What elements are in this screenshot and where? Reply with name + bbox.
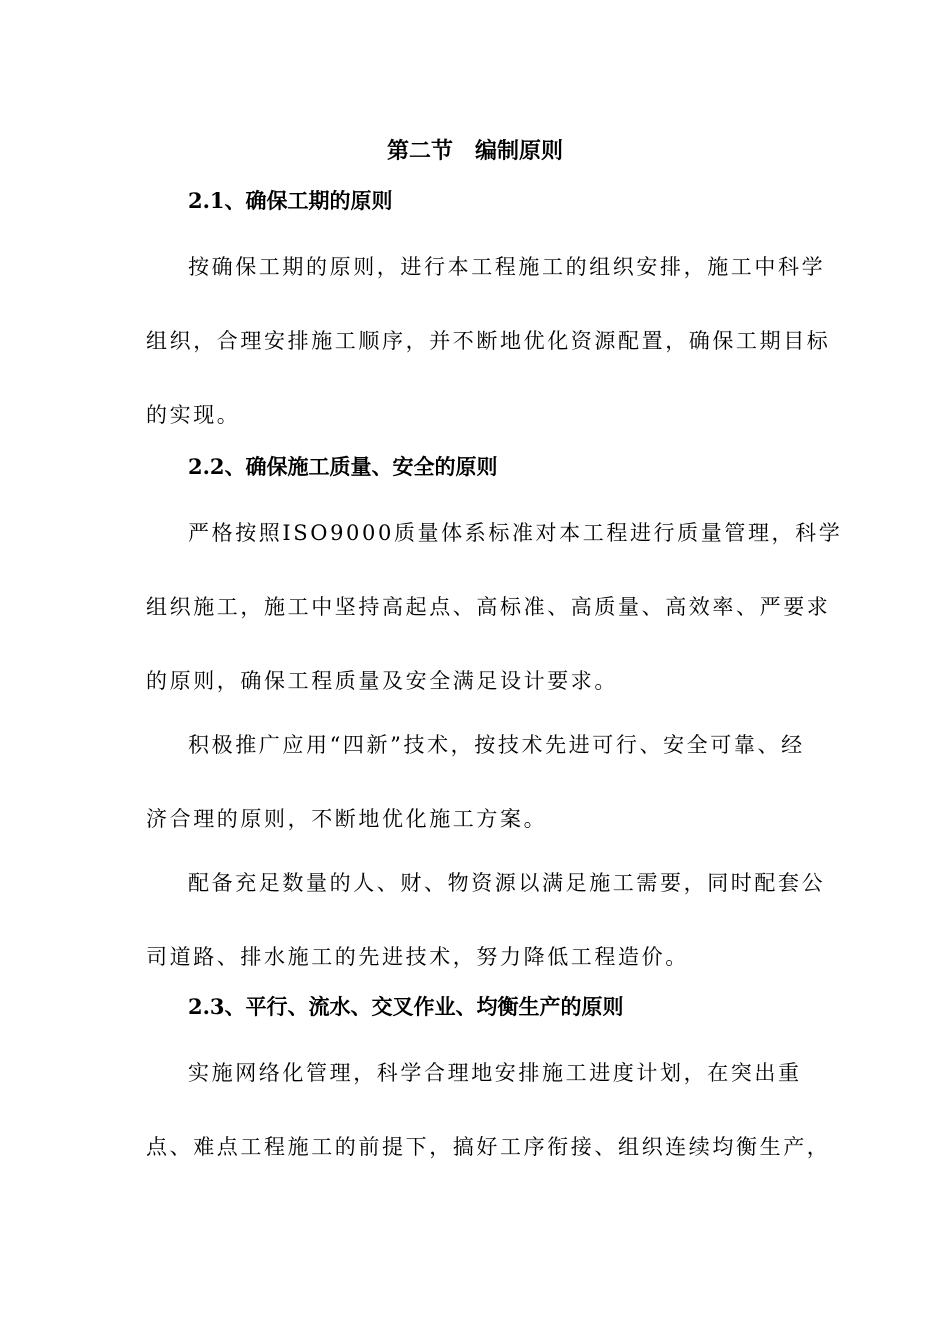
paragraph-line: 实施网络化管理，科学合理地安排施工进度计划，在突出重 [188,1061,802,1085]
paragraph-line: 组织，合理安排施工顺序，并不断地优化资源配置，确保工期目标 [146,329,831,353]
paragraph-line: 济合理的原则，不断地优化施工方案。 [146,807,548,831]
paragraph-line: 组织施工，施工中坚持高起点、高标准、高质量、高效率、严要求 [146,595,831,619]
paragraph-line: 点、难点工程施工的前提下，搞好工序衔接、组织连续均衡生产， [146,1135,831,1159]
paragraph-line: 配备充足数量的人、财、物资源以满足施工需要，同时配套公 [188,871,826,895]
subsection-heading-2-1: 2.1、确保工期的原则 [188,188,393,213]
paragraph-line: 积极推广应用“四新”技术，按技术先进可行、安全可靠、经 [188,733,805,757]
paragraph-line: 按确保工期的原则，进行本工程施工的组织安排，施工中科学 [188,255,826,279]
subsection-heading-2-3: 2.3、平行、流水、交叉作业、均衡生产的原则 [188,994,624,1019]
paragraph-line: 的实现。 [146,403,241,427]
paragraph-line: 严格按照ISO9000质量体系标准对本工程进行质量管理，科学 [188,521,843,545]
paragraph-line: 司道路、排水施工的先进技术，努力降低工程造价。 [146,945,689,969]
paragraph-line: 的原则，确保工程质量及安全满足设计要求。 [146,669,618,693]
section-title: 第二节 编制原则 [386,138,563,164]
subsection-heading-2-2: 2.2、确保施工质量、安全的原则 [188,454,498,479]
